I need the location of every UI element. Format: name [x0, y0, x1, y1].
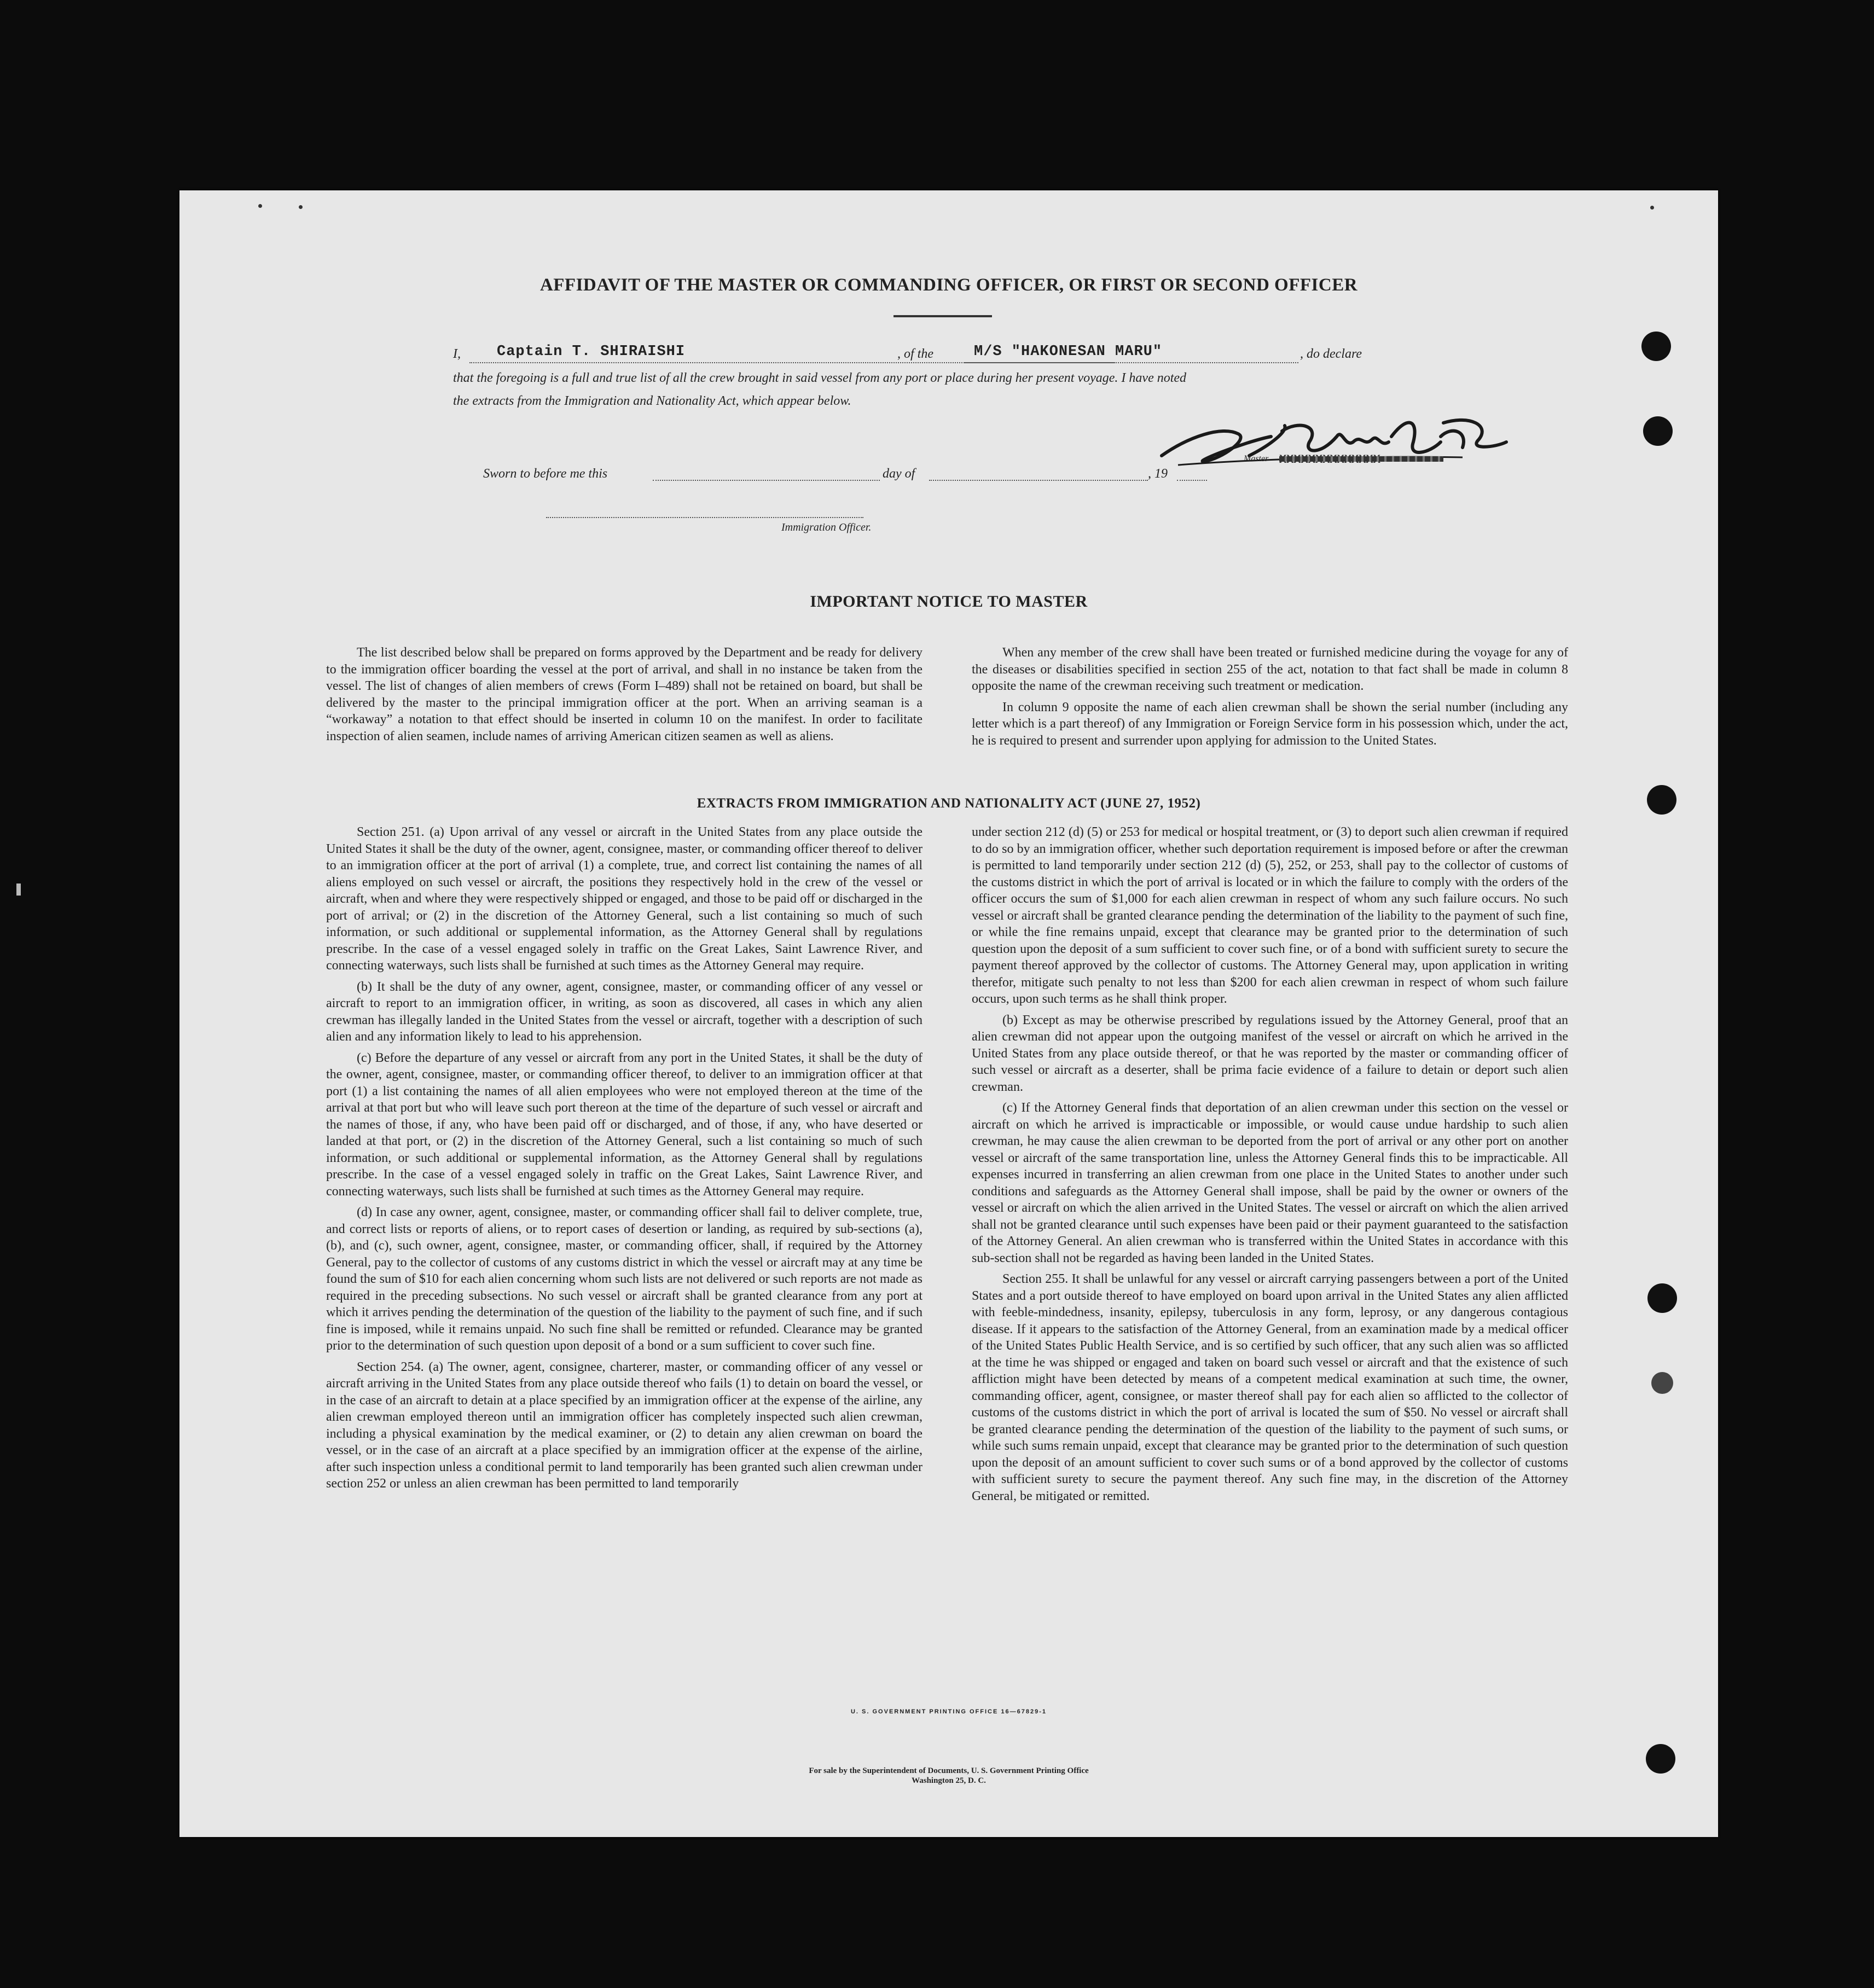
officer-signature-line [546, 517, 863, 518]
vessel-name: M/S "HAKONESAN MARU" [974, 344, 1163, 360]
section-paragraph: under section 212 (d) (5) or 253 for medical or hospital treatment, or (3) to deport such alien crewman if required to do so by an immigration officer, whether such deportation requirement is imposed before or after the crewman is permitted to land temporarily under section 212 (d) (5), 252, or 253, shall pay to the collector of customs of the customs district in which the port of arrival is located or in which the failure to comply with the orders of the officer occurs the sum of $1,000 for each alien crewman in respect of whom any such failure occurs. No such vessel or aircraft shall be granted clearance pending the determination of the liability to the payment of such fine, or while the fine remains unpaid, except that clearance may be granted prior to the determination of such question upon the deposit of a sum sufficient to cover such fine, or of a bond with sufficient surety to secure the payment thereof approved by the collector of customs. The Attorney General may, upon application in writing therefor, mitigate such penalty to not less than $200 for each alien crewman in respect of whom such failure occurs, upon such terms as he shall think proper. [972, 825, 1568, 1006]
section-paragraph: (d) In case any owner, agent, consignee, master, or commanding officer shall fail to deliver complete, true, and correct lists or reports of aliens, or to report cases of desertion or landing, as required by sub-sections (a), (b), and (c), such owner, agent, consignee, master, or commanding officer, shall, if required by the Attorney General, pay to the collector of customs of any customs district in which the vessel or aircraft may at any time be found the sum of $10 for each alien concerning whom such lists are not delivered or such reports are not made as required in the preceding subsections. No such vessel or aircraft shall be granted clearance from any port at which it arrives pending the determination of the question of the liability to the payment of such fine, and if such fine is imposed, while it remains unpaid. No such fine shall be remitted or refunded. Clearance may be granted prior to the determination of such question upon deposit of a bond or a sum sufficient to cover such fine. [326, 1205, 923, 1353]
sale-notice [179, 1766, 1718, 1786]
decl-suffix: , do declare [1300, 347, 1362, 361]
binder-hole [1647, 1283, 1677, 1313]
document-page [179, 190, 1718, 1837]
extracts-right-column [972, 824, 1568, 1509]
binder-hole [1641, 332, 1671, 361]
section-paragraph: Section 255. It shall be unlawful for any vessel or aircraft carrying passengers between a port of the United States and a port outside thereof to have employed on board upon arrival in the United States any alien afflicted with feeble-mindedness, insanity, epilepsy, tuberculosis in any form, leprosy, or any dangerous contagious disease. If it appears to the satisfaction of the Attorney General, from an examination made by a medical officer of the United States Public Health Service, and is so certified by such officer, that any such alien was so afflicted at the time he was shipped or engaged and taken on board such vessel or aircraft and that the existence of such affliction might have been detected by means of a competent medical examination at such time, the owner, commanding officer, agent, consignee, or master thereof shall pay for each alien so afflicted to the collector of customs of the customs district in which the port of arrival is located the sum of $50. No vessel or aircraft shall be granted clearance pending the determination of the question of the liability to the payment of such sums, or while such sums remain unpaid, except that clearance may be granted prior to the determination of such question upon the deposit of an amount sufficient to cover such sums or of a bond approved by the collector of customs with sufficient surety to secure the payment thereof. Any such fine may, in the discretion of the Attorney General, be mitigated or remitted. [972, 1272, 1568, 1503]
notice-paragraph: In column 9 opposite the name of each alien crewman shall be shown the serial number (including any letter which is a part thereof) of any Immigration or Foreign Service form in his possession which, under the act, he is required to present and surrender upon applying for admission to the United States. [972, 700, 1568, 748]
speck [299, 205, 303, 209]
section-paragraph: Section 254. (a) The owner, agent, consignee, charterer, master, or commanding officer of any vessel or aircraft arriving in the United States from any place outside thereof who fails (1) to detain on board the vessel, or in the case of an aircraft to detain at a place specified by an immigration officer at the expense of the airline, any alien crewman employed thereon until an immigration officer has completely inspected such alien crewman, including a physical examination by the medical examiner, or (2) to detain any alien crewman on board the vessel, or in the case of an aircraft at a place specified by an immigration officer at the expense of the airline, after such inspection unless a conditional permit to land temporarily has been granted such alien crewman under section 252 or unless an alien crewman has been permitted to land temporarily [326, 1359, 923, 1491]
section-paragraph: Section 251. (a) Upon arrival of any vessel or aircraft in the United States from any place outside the United States it shall be the duty of the owner, agent, consignee, master, or commanding officer thereof to deliver to an immigration officer at the port of arrival (1) a complete, true, and correct list containing the names of all aliens employed on such vessel or aircraft, the positions they respectively hold in the crew of the vessel or aircraft, when and where they were respectively shipped or engaged, and those to be paid off or discharged in the port of arrival; or (2) in the discretion of the Attorney General, such a list containing so much of such information, or such additional or supplemental information, as the Attorney General shall by regulations prescribe. In the case of a vessel engaged solely in traffic on the Great Lakes, Saint Lawrence River, and connecting waterways, such lists shall be furnished at such times as the Attorney General may require. [326, 825, 923, 973]
sale-line-1: For sale by the Superintendent of Documents, U. S. Government Printing Office [809, 1766, 1089, 1775]
notice-paragraph: When any member of the crew shall have been treated or furnished medicine during the voyage for any of the diseases or disabilities specified in section 255 of the act, notation to that fact shall be made in column 8 opposite the name of the crewman receiving such treatment or medication. [972, 646, 1568, 693]
gpo-imprint: U. S. GOVERNMENT PRINTING OFFICE 16—67829-1 [850, 1708, 1047, 1715]
sworn-prefix: Sworn to before me this [483, 467, 608, 481]
scan-artifact [16, 883, 21, 896]
section-paragraph: (b) Except as may be otherwise prescribed by regulations issued by the Attorney General, proof that an alien crewman did not appear upon the outgoing manifest of the vessel or aircraft on which he arrived in the United States from any place outside thereof, or that he was reported by the master or commanding officer of such vessel or aircraft as a deserter, shall be prima facie evidence of a failure to detain or deport such alien crewman. [972, 1013, 1568, 1094]
immigration-officer-label: Immigration Officer. [781, 521, 872, 533]
sworn-year-fill [1177, 467, 1207, 481]
extracts-left-column [326, 824, 923, 1497]
decl-prefix: I, [453, 347, 461, 361]
decl-of-the: , of the [897, 347, 933, 361]
speck [1650, 206, 1654, 210]
notice-paragraph: The list described below shall be prepared on forms approved by the Department and be ready for delivery to the immigration officer boarding the vessel at the port of arrival, and shall in no instance be taken from the vessel. The list of changes of alien members of crews (Form I–489) shall not be retained on board, but shall be delivered by the master to the principal immigration officer at the port. When an arriving seaman is a “workaway” a notation to that effect should be inserted in column 10 on the manifest. In order to facilitate inspection of alien seamen, include names of arriving American citizen seamen as well as aliens. [326, 646, 923, 743]
sworn-year: , 19 [1148, 467, 1168, 481]
notice-title: IMPORTANT NOTICE TO MASTER [810, 592, 1088, 611]
sale-line-2: Washington 25, D. C. [912, 1776, 986, 1785]
sworn-day-of: day of [883, 467, 915, 481]
sworn-month-fill [929, 467, 1148, 481]
declaration-line [453, 344, 1465, 369]
section-paragraph: (c) If the Attorney General finds that deportation of an alien crewman under this section on the vessel or aircraft on which he arrived is impracticable or impossible, or would cause undue hardship to such alien crewman, he may cause the alien crewman to be deported from the port of arrival or any other port on another vessel or aircraft of the same transportation line, unless the Attorney General finds this to be impracticable. All expenses incurred in transferring an alien crewman from one place in the United States to another under such conditions and safeguards as the Attorney General shall impose, shall be paid by the owner or owners of the vessel or aircraft on which the alien arrived in the United States. The vessel or aircraft on which the alien arrived shall not be granted clearance until such expenses have been paid or their payment guaranteed to the satisfaction of the Attorney General. An alien crewman who is transferred within the United States in accordance with this sub-section shall not be regarded as having been landed in the United States. [972, 1101, 1568, 1265]
sworn-line [483, 467, 1441, 484]
binder-hole [1651, 1372, 1673, 1394]
title-rule [894, 315, 992, 317]
speck [258, 204, 262, 208]
section-paragraph: (b) It shall be the duty of any owner, agent, consignee, master, or commanding officer of any vessel or aircraft to report to an immigration officer, in writing, as soon as discovered, all cases in which any alien crewman has illegally landed in the United States from the vessel or aircraft, together with a description of such alien and any information likely to lead to his apprehension. [326, 979, 923, 1044]
extracts-title: EXTRACTS FROM IMMIGRATION AND NATIONALITY ACT (JUNE 27, 1952) [697, 796, 1201, 811]
sworn-day-fill [653, 467, 880, 481]
notice-right-column [972, 644, 1568, 753]
master-label: Master [1244, 454, 1269, 463]
notice-left-column [326, 644, 923, 749]
master-name: Captain T. SHIRAISHI [497, 344, 686, 360]
declaration-text-2: that the foregoing is a full and true list of all the crew brought in said vessel from any port or place during her present voyage. I have noted [453, 371, 1187, 385]
section-paragraph: (c) Before the departure of any vessel or aircraft from any port in the United States, it shall be the duty of the owner, agent, consignee, master, or commanding officer thereof, to deliver to an immigration officer at that port (1) a list containing the names of all alien employees who were not employed thereon at the time of the arrival at that port but who will leave such port thereon at the time of the departure of such vessel or aircraft and the names of those, if any, who have been paid off or discharged, and of those, if any, who have deserted or landed at that port, or (2) in the discretion of the Attorney General, such a list containing so much of such information, or such additional or supplemental information, as the Attorney General shall by regulations prescribe. In the case of a vessel engaged solely in traffic on the Great Lakes, Saint Lawrence River, and connecting waterways, such lists shall be furnished at such times as the Attorney General may require. [326, 1050, 923, 1199]
binder-hole [1643, 416, 1673, 446]
strike-through [1279, 456, 1443, 462]
declaration-text-3: the extracts from the Immigration and Nationality Act, which appear below. [453, 394, 851, 408]
affidavit-title: AFFIDAVIT OF THE MASTER OR COMMANDING OFFICER, OR FIRST OR SECOND OFFICER [539, 275, 1358, 295]
